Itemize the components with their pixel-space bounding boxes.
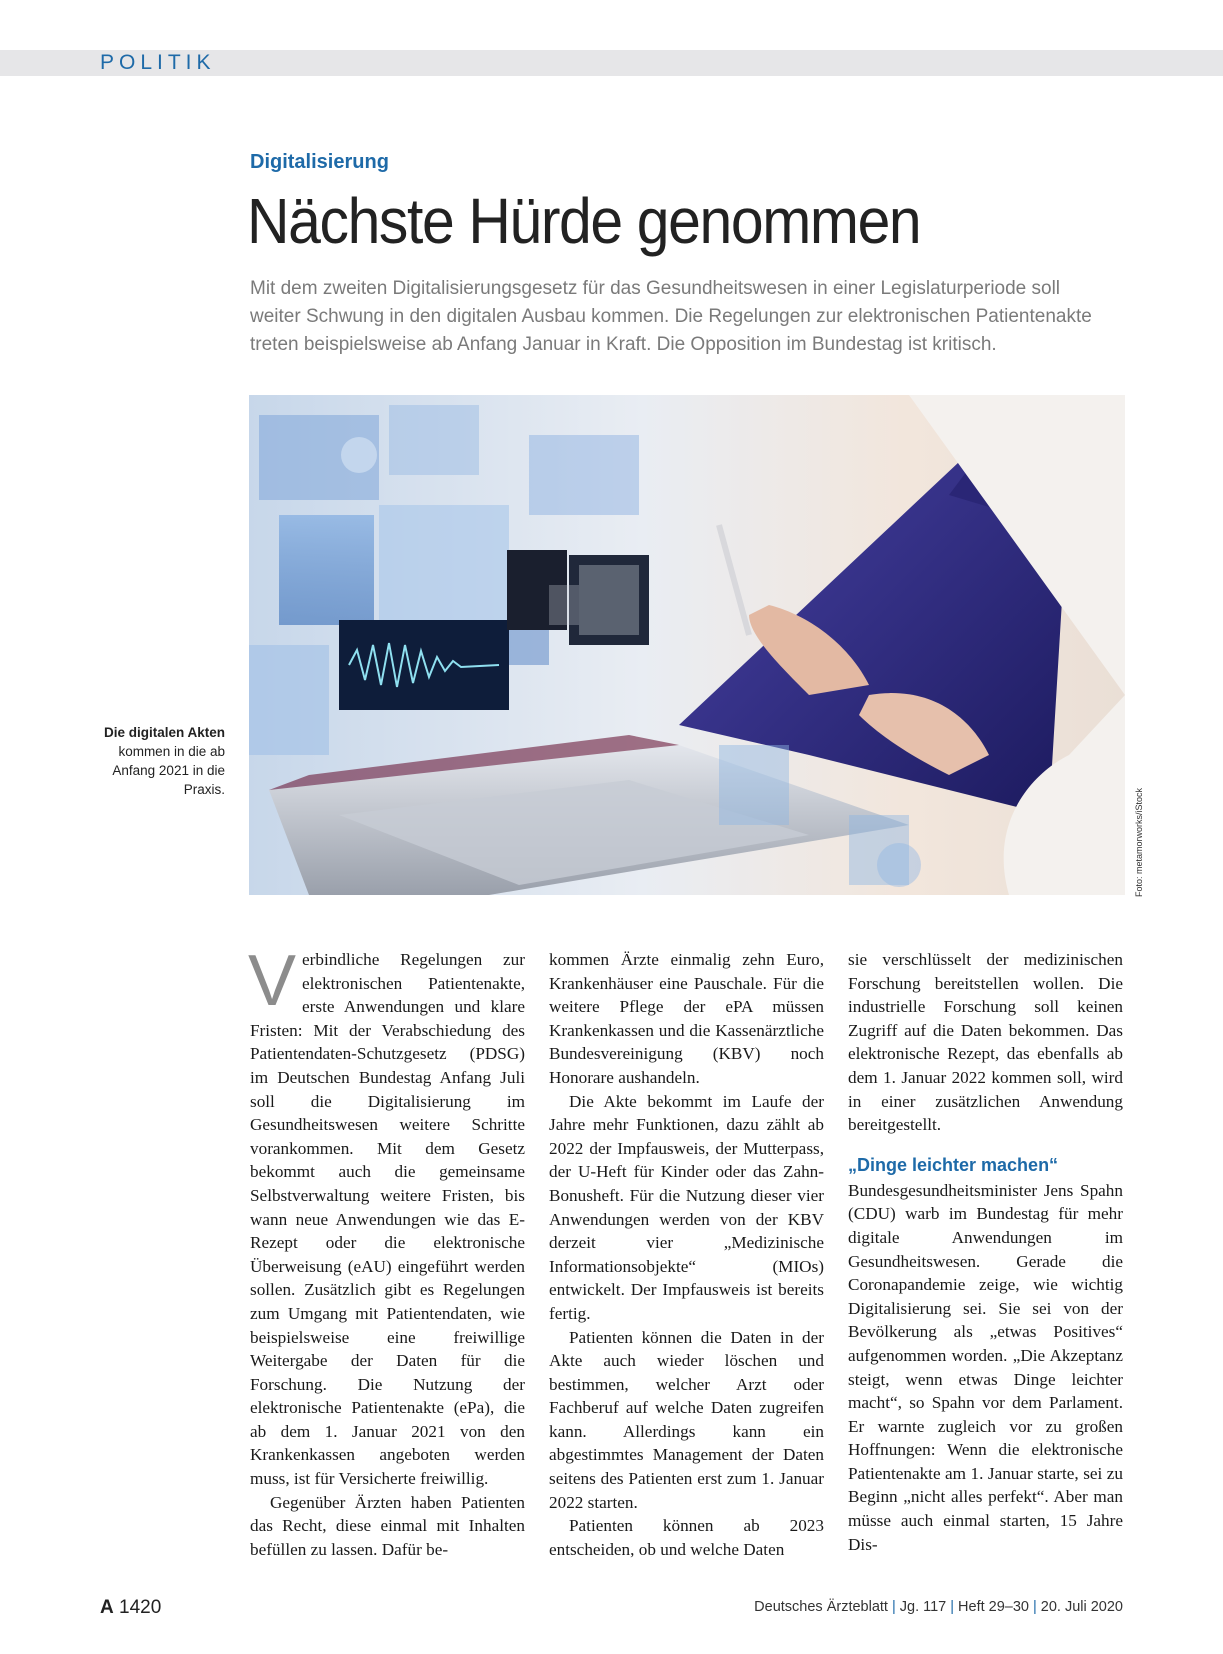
body-column-2 [549,948,824,1561]
journal-name: Deutsches Ärzteblatt [754,1599,888,1615]
photo-caption [80,723,225,799]
photo-illustration [249,395,1125,895]
folio-letter: A [100,1597,114,1618]
paragraph: Die Akte bekommt im Laufe der Jahre mehr Funktionen, dazu zählt ab 2022 der Impfausweis, der Mutterpass, der U-Heft für Kinder oder das Zahn-Bonusheft. Für die Nutzung dieser vier Anwendungen werden von der KBV derzeit vier „Medizinische Informationsobjekte“ (MIOs) entwickelt. Der Impfausweis ist bereits fertig. [549,1091,824,1323]
separator: | [1032,1599,1037,1615]
journal-footer [754,1599,1123,1615]
journal-issue: Heft 29–30 [958,1599,1029,1615]
subheading: „Dinge leichter machen“ [848,1154,1059,1175]
article-title: Nächste Hürde genommen [247,185,921,257]
article-lead: Mit dem zweiten Digitalisierungsgesetz für das Gesundheitswesen in einer Legislaturperiode soll weiter Schwung in den digitalen Ausbau kommen. Die Regelungen zur elektronischen Patientenakte treten beispielsweise ab Anfang Januar in Kraft. Die Opposition im Bundestag ist kritisch. [250,278,1092,355]
journal-volume: Jg. 117 [899,1599,947,1615]
section-label: POLITIK [100,51,216,74]
folio-number: 1420 [119,1597,162,1618]
separator: | [950,1599,955,1615]
paragraph-text: erbindliche Regelungen zur elektronischen Patientenakte, erste Anwendungen und klare Fristen: Mit der Verabschiedung des Patientendaten-Schutzgesetz (PDSG) im Deutschen Bundestag Anfang Juli soll die Digitalisierung im Gesundheitswesen weitere Schritte vorankommen. Mit dem Gesetz bekommt auch die gemeinsame Selbstverwaltung weitere Fristen, bis wann neue Anwendungen wie das E-Rezept oder die elektronische Überweisung (eAU) eingeführt werden sollen. Zusätzlich gibt es Regelungen zum Umgang mit Patientendaten, wie beispielsweise eine freiwillige Weitergabe der Daten für die Forschung. Die Nutzung der elektronische Patientenakte (ePa), die ab dem 1. Januar 2021 von den Krankenkassen angeboten werden muss, ist für Versicherte freiwillig. [250,950,525,1489]
body-column-1 [248,941,525,1561]
dropcap: V [248,941,297,1021]
journal-date: 20. Juli 2020 [1040,1599,1123,1615]
paragraph: Bundesgesundheitsminister Jens Spahn (CDU) warb im Bundestag für mehr digitale Anwendungen im Gesundheitswesen. Gerade die Coronapandemie zeige, wie wichtig Digitalisierung sei. Sie sei von der Bevölkerung als „etwas Positives“ aufgenommen worden. „Die Akzeptanz steigt, wenn etwas Dinge leichter macht“, so Spahn vor dem Parlament. Er warnte zugleich vor zu großen Hoffnungen: Wenn die elektronische Patientenakte am 1. Januar starte, sei zu Beginn „nicht alles perfekt“. Aber man müsse auch einmal starten, 15 Jahre Dis- [848,1180,1123,1554]
paragraph: kommen Ärzte einmalig zehn Euro, Krankenhäuser eine Pauschale. Für die weitere Pflege der ePA müssen Krankenkassen und die Kassenärztliche Bundesvereinigung (KBV) noch Honorare aushandeln. [549,950,824,1087]
caption-bold: Die digitalen Akten [103,725,225,740]
photo-credit: Foto: metamorworks/iStock [1134,787,1144,897]
paragraph: Patienten können ab 2023 entscheiden, ob und welche Daten [549,1516,824,1559]
article-kicker: Digitalisierung [250,151,389,173]
body-column-3 [848,948,1123,1556]
paragraph: Patienten können die Daten in der Akte auch wieder löschen und bestimmen, welcher Arzt oder Fachberuf auf welche Daten zugreifen kann. Allerdings kann ein abgestimmtes Management der Daten seitens des Patienten erst zum 1. Januar 2022 starten. [549,1327,824,1512]
paragraph: sie verschlüsselt der medizinischen Forschung bereitstellen wollen. Die industrielle Forschung soll keinen Zugriff auf die Daten bekommen. Das elektronische Rezept, das ebenfalls ab dem 1. Januar 2022 kommen soll, wird in einer zusätzlichen Anwendung bereitgestellt. [848,950,1123,1135]
page-number [100,1597,161,1619]
paragraph [248,941,525,1491]
separator: | [891,1599,896,1615]
caption-text: kommen in die ab Anfang 2021 in die Praxis. [112,744,225,797]
article-photo [249,395,1125,895]
paragraph: Gegenüber Ärzten haben Patienten das Recht, diese einmal mit Inhalten befüllen zu lassen. Dafür be- [250,1492,525,1559]
